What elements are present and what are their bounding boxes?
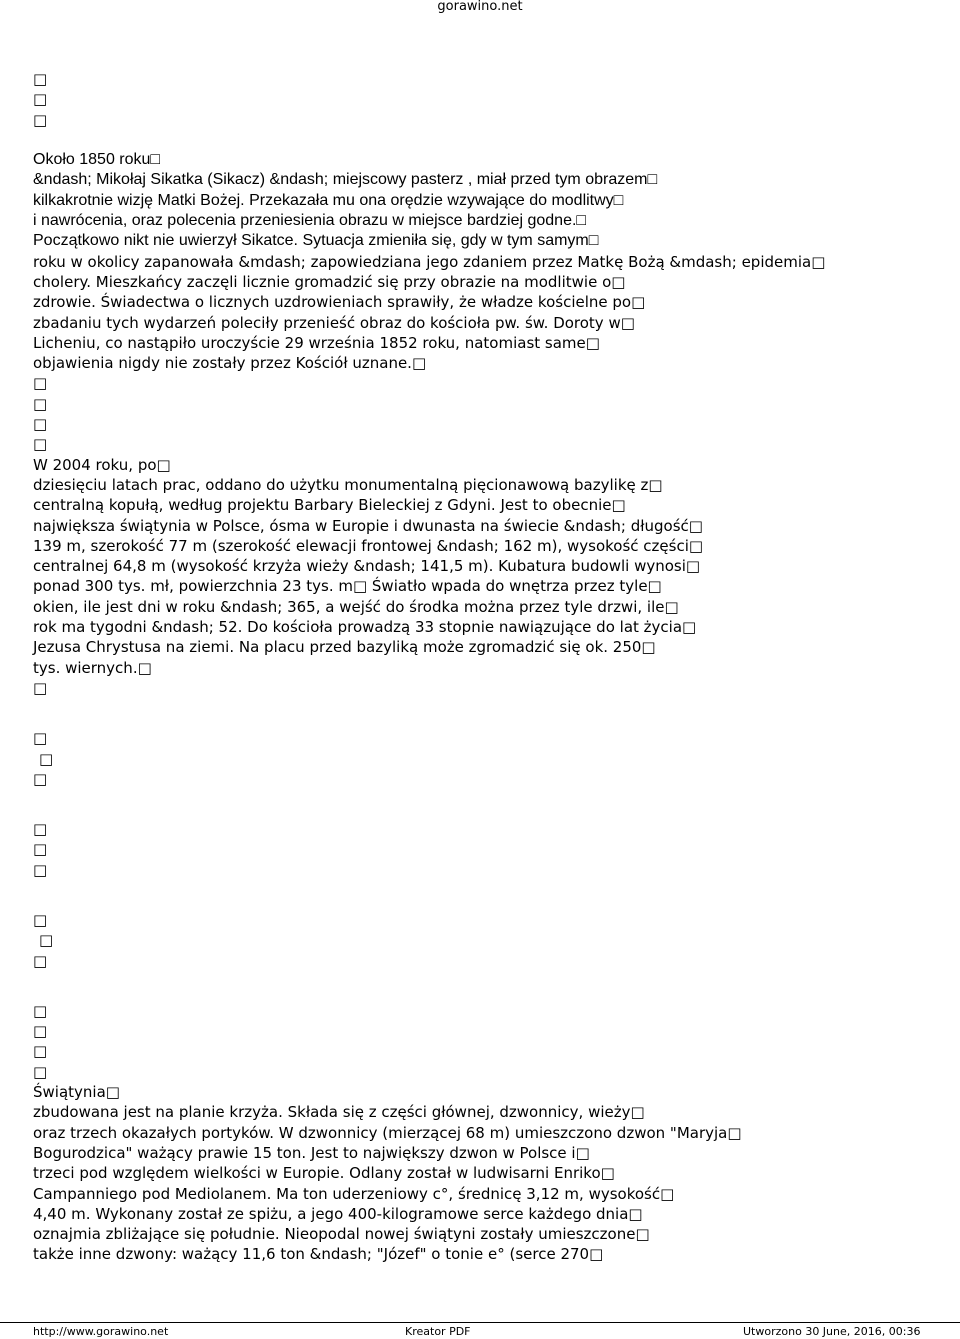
text-line: objawienia nigdy nie zostały przez Kościół uznane.□ bbox=[33, 354, 427, 373]
text-line: kilkakrotnie wizję Matki Bożej. Przekazała mu ona orędzie wzywające do modlitwy□ bbox=[33, 191, 624, 209]
paragraph-history bbox=[33, 150, 953, 373]
text-line: Początkowo nikt nie uwierzył Sikatce. Sytuacja zmieniła się, gdy w tym samym□ bbox=[33, 232, 599, 250]
box-glyph: □ bbox=[33, 769, 48, 788]
footer-url: http://www.gorawino.net bbox=[33, 1325, 169, 1338]
box-glyph: □ bbox=[33, 435, 48, 454]
box-glyph: □ bbox=[33, 374, 48, 393]
text-line: zdrowie. Świadectwa o licznych uzdrowieniach sprawiły, że władze kościelne po□ bbox=[33, 293, 646, 312]
box-glyph: □ bbox=[33, 1042, 48, 1061]
text-line: także inne dzwony: ważący 11,6 ton &ndash; "Józef" o tonie e° (serce 270□ bbox=[33, 1245, 604, 1264]
page-footer bbox=[0, 1322, 960, 1339]
text-line: Świątynia□ bbox=[33, 1083, 120, 1102]
text-line: dziesięciu latach prac, oddano do użytku monumentalną pięcionawową bazylikę z□ bbox=[33, 475, 663, 494]
box-glyph: □ bbox=[33, 951, 48, 970]
text-line: oznajmia zbliżające się południe. Nieopodal nowej świątyni zostały umieszczone□ bbox=[33, 1225, 650, 1244]
box-glyph: □ bbox=[33, 820, 48, 839]
text-line: okien, ile jest dni w roku &ndash; 365, a wejść do środka można przez tyle drzwi, ile□ bbox=[33, 597, 679, 616]
text-line: centralnej 64,8 m (wysokość krzyża wieży &ndash; 141,5 m). Kubatura budowli wynosi□ bbox=[33, 557, 701, 576]
paragraph-temple bbox=[33, 1082, 953, 1265]
text-line: Campanniego pod Mediolanem. Ma ton uderzeniowy c°, średnicę 3,12 m, wysokość□ bbox=[33, 1184, 675, 1203]
text-line: zbudowana jest na planie krzyża. Składa się z części głównej, dzwonnicy, wieży□ bbox=[33, 1103, 645, 1122]
text-line: trzeci pod względem wielkości w Europie. Odlany został w ludwisarni Enriko□ bbox=[33, 1164, 615, 1183]
box-glyph: □ bbox=[33, 678, 48, 697]
page-header bbox=[0, 0, 960, 13]
box-glyph: □ bbox=[33, 729, 48, 748]
box-glyph: □ bbox=[33, 860, 48, 879]
text-line: zbadaniu tych wydarzeń poleciły przenieść obraz do kościoła pw. św. Doroty w□ bbox=[33, 313, 635, 332]
box-glyph: □ bbox=[33, 70, 48, 88]
site-name: gorawino.net bbox=[437, 0, 523, 14]
box-glyph: □ bbox=[39, 749, 54, 768]
box-glyph: □ bbox=[33, 110, 48, 129]
box-glyph: □ bbox=[33, 840, 48, 859]
text-line: roku w okolicy zapanowała &mdash; zapowiedziana jego zdaniem przez Matkę Bożą &mdash; epidemia□ bbox=[33, 252, 826, 271]
box-glyph: □ bbox=[33, 394, 48, 413]
document-body bbox=[33, 69, 953, 1265]
paragraph-basilica bbox=[33, 455, 953, 678]
footer-created-date: Utworzono 30 June, 2016, 00:36 bbox=[743, 1325, 921, 1338]
box-glyph: □ bbox=[33, 1062, 48, 1081]
text-line: Licheniu, co nastąpiło uroczyście 29 września 1852 roku, natomiast same□ bbox=[33, 333, 600, 352]
text-line: W 2004 roku, po□ bbox=[33, 455, 171, 474]
box-glyph: □ bbox=[33, 90, 48, 109]
text-line: Jezusa Chrystusa na ziemi. Na placu przed bazyliką może zgromadzić się ok. 250□ bbox=[33, 638, 656, 657]
text-line: Bogurodzica" ważący prawie 15 ton. Jest to największy dzwon w Polsce i□ bbox=[33, 1143, 590, 1162]
text-line: tys. wiernych.□ bbox=[33, 658, 152, 677]
text-line: Około 1850 roku□ bbox=[33, 151, 161, 169]
footer-generator: Kreator PDF bbox=[405, 1325, 471, 1338]
text-line: oraz trzech okazałych portyków. W dzwonnicy (mierzącej 68 m) umieszczono dzwon "Maryja□ bbox=[33, 1123, 742, 1142]
box-glyph: □ bbox=[33, 1001, 48, 1020]
text-line: 139 m, szerokość 77 m (szerokość elewacji frontowej &ndash; 162 m), wysokość części□ bbox=[33, 536, 704, 555]
box-glyph: □ bbox=[33, 910, 48, 929]
text-line: największa świątynia w Polsce, ósma w Europie i dwunasta na świecie &ndash; długość□ bbox=[33, 516, 703, 535]
box-glyph: □ bbox=[33, 1022, 48, 1041]
text-line: 4,40 m. Wykonany został ze spiżu, a jego 400-kilogramowe serce każdego dnia□ bbox=[33, 1204, 643, 1223]
text-line: rok ma tygodni &ndash; 52. Do kościoła prowadzą 33 stopnie nawiązujące do lat życia□ bbox=[33, 618, 697, 637]
text-line: centralną kopułą, według projektu Barbary Bieleckiej z Gdyni. Jest to obecnie□ bbox=[33, 496, 626, 515]
text-line: ponad 300 tys. mł, powierzchnia 23 tys. m□ Światło wpada do wnętrza przez tyle□ bbox=[33, 577, 662, 596]
box-glyph: □ bbox=[39, 931, 54, 950]
text-line: cholery. Mieszkańcy zaczęli licznie gromadzić się przy obrazie na modlitwie o□ bbox=[33, 272, 626, 291]
text-line: &ndash; Mikołaj Sikatka (Sikacz) &ndash; miejscowy pasterz , miał przed tym obrazem□ bbox=[33, 171, 658, 189]
text-line: i nawrócenia, oraz polecenia przeniesienia obrazu w miejsce bardziej godne.□ bbox=[33, 212, 587, 230]
box-glyph: □ bbox=[33, 415, 48, 434]
